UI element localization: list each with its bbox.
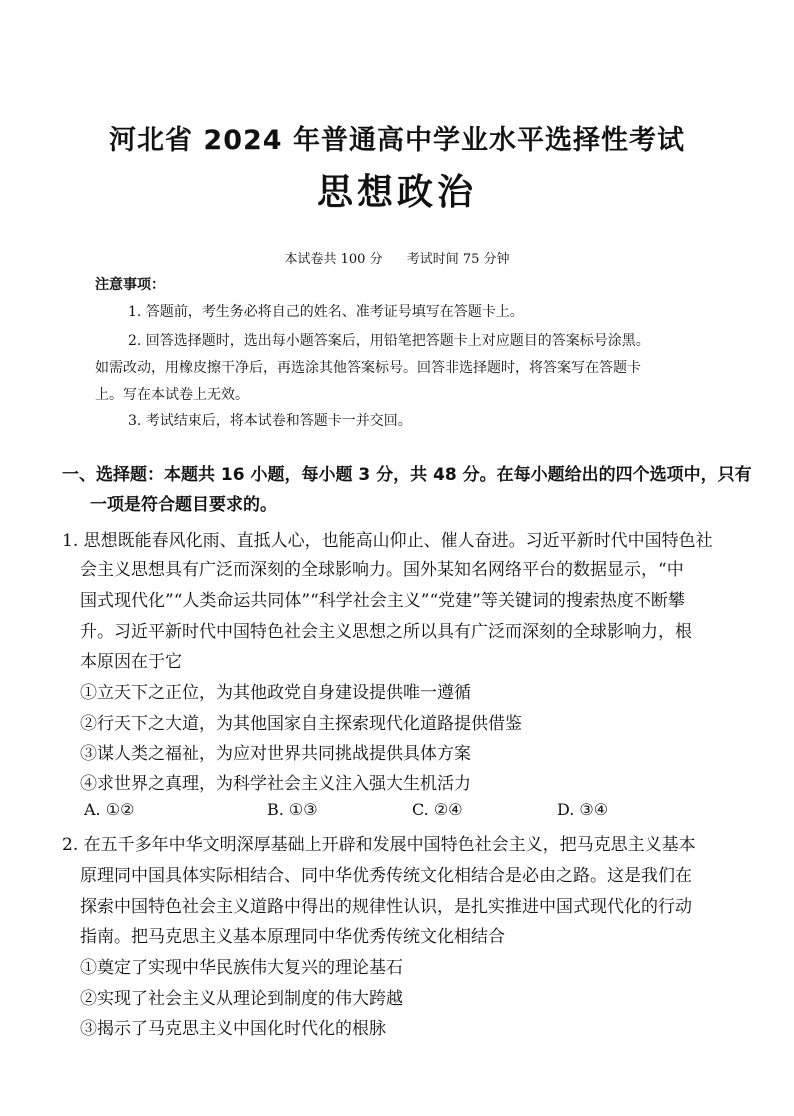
notice-line: 3. 考试结束后，将本试卷和答题卡一并交回。 xyxy=(128,413,412,429)
answer-choice-d: D. ③④ xyxy=(557,800,609,819)
statement-option: ④求世界之真理，为科学社会主义注入强大生机活力 xyxy=(80,774,471,794)
question-text-line: 1. 思想既能春风化雨、直抵人心，也能高山仰止、催人奋进。习近平新时代中国特色社 xyxy=(62,531,713,551)
score-info: 本试卷共 100 分 xyxy=(284,252,383,267)
statement-option: ②行天下之大道，为其他国家自主探索现代化道路提供借鉴 xyxy=(80,714,522,734)
subject-title: 思想政治 xyxy=(316,172,477,213)
question-text-line: 探索中国特色社会主义道路中得出的规律性认识，是扎实推进中国式现代化的行动 xyxy=(80,897,692,917)
exam-title: 河北省 2024 年普通高中学业水平选择性考试 xyxy=(109,125,685,156)
statement-option: ①立天下之正位，为其他政党自身建设提供唯一遵循 xyxy=(80,683,471,703)
question-text-line: 原理同中国具体实际相结合、同中华优秀传统文化相结合是必由之路。这是我们在 xyxy=(80,866,692,886)
notice-line: 如需改动，用橡皮擦干净后，再选涂其他答案标号。回答非选择题时，将答案写在答题卡 xyxy=(95,360,641,376)
question-text-line: 会主义思想具有广泛而深刻的全球影响力。国外某知名网络平台的数据显示，“中 xyxy=(80,560,684,580)
exam-meta xyxy=(0,248,794,267)
answer-choice-b: B. ①③ xyxy=(267,800,318,819)
notice-title: 注意事项： xyxy=(95,277,165,293)
statement-option: ①奠定了实现中华民族伟大复兴的理论基石 xyxy=(80,958,403,978)
statement-option: ③谋人类之福祉，为应对世界共同挑战提供具体方案 xyxy=(80,744,471,764)
question-text-line: 本原因在于它 xyxy=(80,652,182,672)
statement-option: ②实现了社会主义从理论到制度的伟大跨越 xyxy=(80,989,403,1009)
section-heading-cont: 一项是符合题目要求的。 xyxy=(90,495,277,515)
notice-line: 1. 答题前，考生务必将自己的姓名、准考证号填写在答题卡上。 xyxy=(128,304,524,320)
time-info: 考试时间 75 分钟 xyxy=(406,252,510,267)
question-text-line: 升。习近平新时代中国特色社会主义思想之所以具有广泛而深刻的全球影响力，根 xyxy=(80,622,692,642)
section-heading: 一、选择题：本题共 16 小题，每小题 3 分，共 48 分。在每小题给出的四个选项中，只有 xyxy=(62,465,752,485)
notice-line: 2. 回答选择题时，选出每小题答案后，用铅笔把答题卡上对应题目的答案标号涂黑。 xyxy=(128,333,650,349)
question-text-line: 2. 在五千多年中华文明深厚基础上开辟和发展中国特色社会主义，把马克思主义基本 xyxy=(62,835,696,855)
question-text-line: 国式现代化”“人类命运共同体”“科学社会主义”“党建”等关键词的搜索热度不断攀 xyxy=(80,591,685,611)
answer-choice-c: C. ②④ xyxy=(412,800,463,819)
statement-option: ③揭示了马克思主义中国化时代化的根脉 xyxy=(80,1019,386,1039)
notice-line: 上。写在本试卷上无效。 xyxy=(95,387,249,403)
question-text-line: 指南。把马克思主义基本原理同中华优秀传统文化相结合 xyxy=(80,927,505,947)
answer-choice-a: A. ①② xyxy=(84,800,135,819)
